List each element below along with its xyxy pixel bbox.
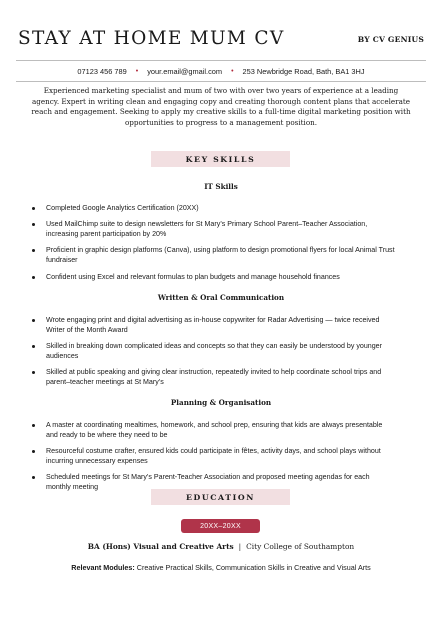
section-heading-education: EDUCATION: [151, 489, 290, 505]
subheading-communication: Written & Oral Communication: [157, 293, 285, 302]
relevant-modules-line: [0, 563, 442, 572]
list-item: Completed Google Analytics Certification (20XX): [30, 203, 395, 213]
email-text: your.email@gmail.com: [147, 66, 223, 76]
contact-line: [16, 62, 426, 80]
communication-skills-list: [30, 315, 395, 394]
cv-header: [18, 28, 424, 54]
address-text: 253 Newbridge Road, Bath, BA1 3HJ: [242, 66, 365, 76]
modules-text: Creative Practical Skills, Communication Skills in Creative and Visual Arts: [136, 563, 371, 572]
phone-text: 07123 456 789: [77, 66, 127, 76]
bullet-icon: [32, 476, 35, 479]
cv-title: STAY AT HOME MUM CV: [18, 28, 285, 49]
school-name: City College of Southampton: [246, 542, 355, 551]
list-item: Wrote engaging print and digital advertising as in-house copywriter for Radar Advertising — twice received Writer of the Month Award: [30, 315, 395, 335]
bullet-icon: [32, 371, 35, 374]
it-skills-list: [30, 203, 395, 288]
bullet-icon: [32, 249, 35, 252]
degree-name: BA (Hons) Visual and Creative Arts: [87, 542, 234, 551]
bullet-icon: [32, 223, 35, 226]
subheading-it-skills: IT Skills: [204, 182, 238, 191]
education-dates-badge: 20XX–20XX: [181, 519, 260, 533]
bullet-icon: [32, 345, 35, 348]
list-item: Skilled at public speaking and giving clear instruction, repeatedly invited to help coordinate school trips and parent–teacher meetings at St Mary’s: [30, 367, 395, 387]
divider-top: [16, 60, 426, 61]
bullet-icon: [32, 207, 35, 210]
bullet-separator: •: [135, 67, 139, 75]
list-item: Scheduled meetings for St Mary’s Parent-Teacher Association and proposed meeting agendas for each monthly meeting: [30, 472, 395, 492]
subheading-planning: Planning & Organisation: [170, 398, 272, 407]
bullet-icon: [32, 276, 35, 279]
bullet-icon: [32, 450, 35, 453]
divider-bottom: [16, 81, 426, 82]
list-item: Confident using Excel and relevant formulas to plan budgets and manage household finances: [30, 272, 395, 282]
degree-line: [0, 542, 442, 551]
brand-label: BY CV GENIUS: [357, 35, 424, 44]
list-item: Used MailChimp suite to design newsletters for St Mary’s Primary School Parent–Teacher Association, increasing parent participation by 20%: [30, 219, 395, 239]
list-item: Proficient in graphic design platforms (Canva), using platform to design promotional flyers for local Animal Trust fundraiser: [30, 245, 395, 265]
bullet-icon: [32, 319, 35, 322]
planning-skills-list: [30, 420, 395, 499]
list-item: Resourceful costume crafter, ensured kids could participate in fêtes, activity days, and school plays without incurring unnecessary expenses: [30, 446, 395, 466]
list-item: Skilled in breaking down complicated ideas and concepts so that they can easily be understood by younger audiences: [30, 341, 395, 361]
bullet-icon: [32, 424, 35, 427]
degree-separator: |: [238, 542, 242, 551]
section-heading-key-skills: KEY SKILLS: [151, 151, 290, 167]
profile-summary: Experienced marketing specialist and mum of two with over two years of experience at a leading agency. Expert in writing clean and engaging copy and creating thorough content plans that accelerate reach and engagement. Seeking to apply my creative skills to a full-time digital marketing position with opportunities to progress to a management position.: [31, 86, 411, 127]
modules-label: Relevant Modules:: [71, 563, 135, 572]
list-item: A master at coordinating mealtimes, homework, and school prep, ensuring that kids are always presentable and ready to be where they need to be: [30, 420, 395, 440]
bullet-separator: •: [231, 67, 234, 75]
